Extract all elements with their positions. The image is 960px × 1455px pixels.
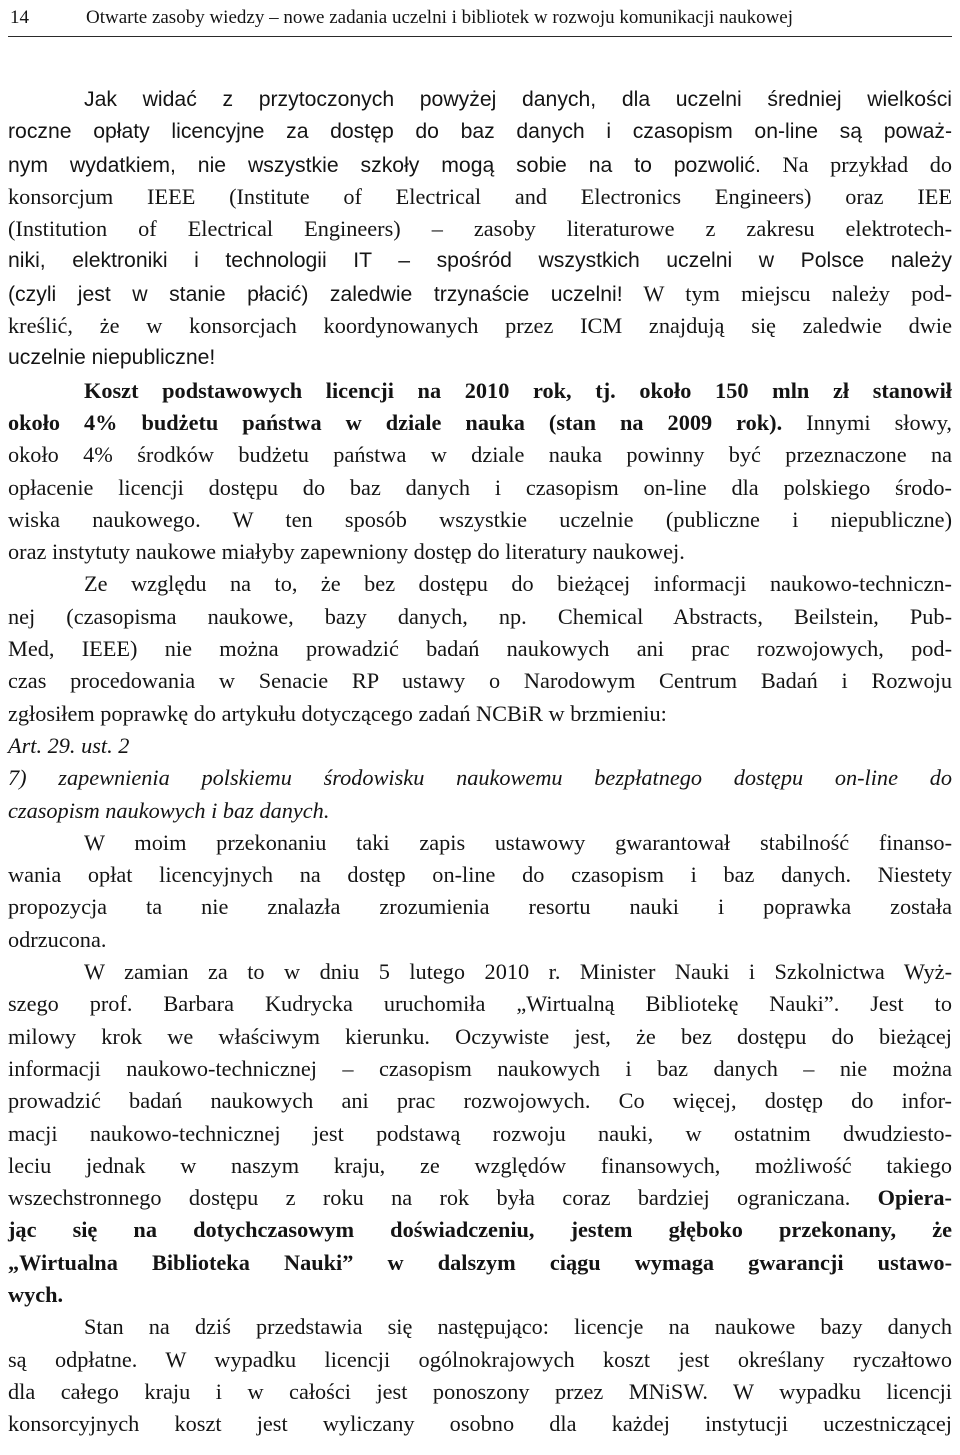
text-line: W moim przekonaniu taki zapis ustawowy gwarantował stabilność finanso-: [84, 829, 952, 855]
text-line: milowy krok we właściwym kierunku. Oczywiste jest, że bez dostępu do bieżącej: [8, 1023, 952, 1049]
text-line: nej (czasopisma naukowe, bazy danych, np. Chemical Abstracts, Beilstein, Pub-: [8, 603, 952, 629]
text-line: około 4% środków budżetu państwa w dziale nauka powinny być przeznaczone na: [8, 442, 952, 468]
text-line: wiska naukowego. W ten sposób wszystkie uczelnie (publiczne i niepubliczne): [8, 506, 952, 532]
text-line: Med, IEEE) nie można prowadzić badań naukowych ani prac rozwojowych, pod-: [8, 636, 952, 662]
paragraph-1: [8, 84, 952, 375]
article-reference: Art. 29. ust. 2: [8, 732, 130, 758]
text-line: konsorcjum IEEE (Institute of Electrical and Electronics Engineers) oraz IEE: [8, 183, 952, 209]
paragraph-2: [8, 375, 952, 569]
text-line: 7) zapewnienia polskiemu środowisku naukowemu bezpłatnego dostępu on-line do: [8, 765, 952, 791]
text-line: wych.: [8, 1281, 64, 1307]
text-line: leciu jednak w naszym kraju, ze względów finansowych, możliwość takiego: [8, 1152, 952, 1178]
text-line: oraz instytuty naukowe miałyby zapewniony dostęp do literatury naukowej.: [8, 539, 685, 565]
text-line: (Institution of Electrical Engineers) – zasoby literaturowe z zakresu elektrotech-: [8, 216, 952, 242]
text-line: Stan na dziś przedstawia się następująco: licencje na naukowe bazy danych: [84, 1314, 952, 1340]
text-line: macji naukowo-technicznej jest podstawą rozwoju nauki, w ostatnim dwudziesto-: [8, 1120, 952, 1146]
text-line: szego prof. Barbara Kudrycka uruchomiła „Wirtualną Bibliotekę Nauki”. Jest to: [8, 991, 952, 1017]
text-line: odrzucona.: [8, 926, 107, 952]
running-header: [8, 0, 952, 37]
text-line: jąc się na dotychczasowym doświadczeniu, jestem głęboko przekonany, że: [8, 1217, 952, 1243]
text-line: „Wirtualna Biblioteka Nauki” w dalszym ciągu wymaga gwarancji ustawo-: [8, 1249, 952, 1275]
text-line: Koszt podstawowych licencji na 2010 rok, tj. około 150 mln zł stanowił: [84, 377, 952, 403]
paragraph-5: [8, 956, 952, 1311]
text-line: wania opłat licencyjnych na dostęp on-line do czasopism i baz danych. Niestety: [8, 862, 952, 888]
paragraph-4: [8, 827, 952, 956]
text-line: około 4% budżetu państwa w dziale nauka (stan na 2009 rok). Innymi słowy,: [8, 409, 952, 435]
text-line: W zamian za to w dniu 5 lutego 2010 r. Minister Nauki i Szkolnictwa Wyż-: [84, 959, 952, 985]
text-line: Ze względu na to, że bez dostępu do bieżącej informacji naukowo-techniczn-: [84, 571, 952, 597]
text-line: wszechstronnego dostępu z roku na rok była coraz bardziej ograniczana. Opiera-: [8, 1185, 952, 1211]
text-line: niki, elektroniki i technologii IT – spośród wszystkich uczelni w Polsce należy: [8, 249, 952, 273]
text-line: są odpłatne. W wypadku licencji ogólnokrajowych koszt jest określany ryczałtowo: [8, 1346, 952, 1372]
text-line: Jak widać z przytoczonych powyżej danych, dla uczelni średniej wielkości: [84, 88, 952, 111]
paragraph-6: [8, 1311, 952, 1440]
quoted-amendment: [8, 730, 952, 827]
text-line: konsorcyjnych koszt jest wyliczany osobno dla każdej instytucji uczestniczącej: [8, 1411, 952, 1437]
text-line: dla całego kraju i w całości jest ponoszony przez MNiSW. W wypadku licencji: [8, 1378, 952, 1404]
page-number: 14: [10, 7, 29, 28]
text-line: roczne opłaty licencyjne za dostęp do baz danych i czasopism on-line są poważ-: [8, 120, 952, 144]
text-line: (czyli jest w stanie płacić) zaledwie trzynaście uczelni! W tym miejscu należy pod-: [8, 280, 952, 306]
text-line: zgłosiłem poprawkę do artykułu dotyczącego zadań NCBiR w brzmieniu:: [8, 700, 667, 726]
text-line: czasopism naukowych i baz danych.: [8, 797, 330, 823]
text-line: prowadzić badań naukowych ani prac rozwojowych. Co więcej, dostęp do infor-: [8, 1088, 952, 1114]
text-line: opłacenie licencji dostępu do baz danych i czasopism on-line dla polskiego środo-: [8, 474, 952, 500]
paragraph-3: [8, 568, 952, 729]
text-line: propozycja ta nie znalazła zrozumienia resortu nauki i poprawka została: [8, 894, 952, 920]
text-line: nym wydatkiem, nie wszystkie szkoły mogą sobie na to pozwolić. Na przykład do: [8, 151, 952, 177]
text-line: kreślić, że w konsorcjach koordynowanych przez ICM znajdują się zaledwie dwie: [8, 313, 952, 339]
body-text: [8, 84, 952, 1440]
running-title: Otwarte zasoby wiedzy – nowe zadania uczelni i bibliotek w rozwoju komunikacji naukowej: [86, 7, 793, 28]
text-line: informacji naukowo-technicznej – czasopism naukowych i baz danych – nie można: [8, 1055, 952, 1081]
text-line: czas procedowania w Senacie RP ustawy o Narodowym Centrum Badań i Rozwoju: [8, 668, 952, 694]
text-line: uczelnie niepubliczne!: [8, 346, 216, 370]
